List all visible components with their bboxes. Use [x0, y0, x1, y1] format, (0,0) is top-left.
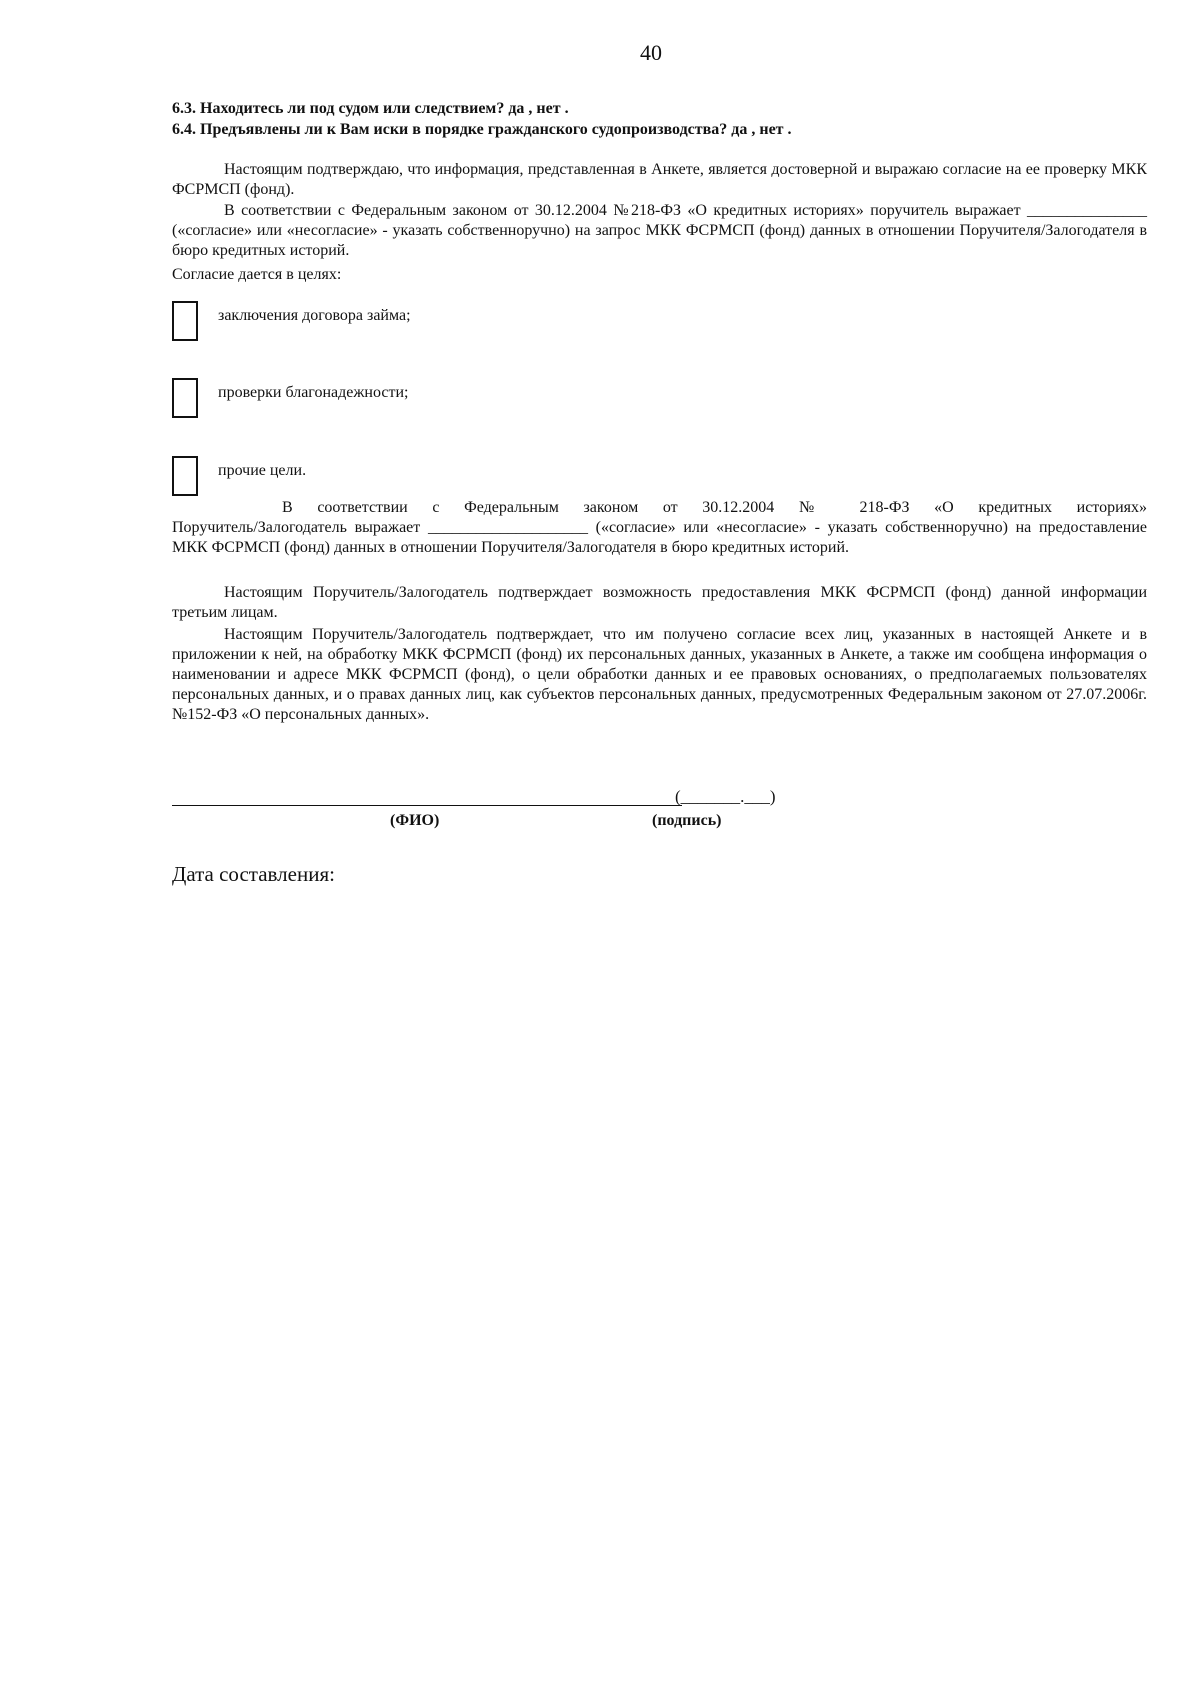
checkbox-other[interactable] — [172, 456, 198, 496]
consent-purposes-heading: Согласие дается в целях: — [172, 266, 342, 283]
date-of-compilation-label: Дата составления: — [172, 862, 335, 886]
checkbox-reliability-check[interactable] — [172, 378, 198, 418]
checkbox-label: проверки благонадежности; — [218, 384, 409, 401]
fio-signature-line[interactable] — [172, 805, 682, 806]
personal-data-consent-paragraph: Настоящим Поручитель/Залогодатель подтверждает, что им получено согласие всех лиц, указанных в настоящей Анкете и в приложении к ней, на обработку МКК ФСРМСП (фонд) их персональных данных, указанных в Анкете, а также им сообщена информация о наименовании и адресе МКК ФСРМСП (фонд), о цели обработки данных и ее правовых основаниях, о предполагаемых пользователях персональных данных, и о правах данных лиц, как субъектов персональных данных, предусмотренных Федеральным законом от 27.07.2006г. №152-ФЗ «О персональных данных». — [172, 626, 1147, 723]
purpose-reliability-check[interactable] — [172, 378, 408, 418]
credit-history-consent-paragraph: В соответствии с Федеральным законом от 30.12.2004 №218-ФЗ «О кредитных историях» поручитель выражает _______________ («согласие» или «несогласие» - указать собственноручно) на запрос МКК ФСРМСП (фонд) данных в отношении Поручителя/Залогодателя в бюро кредитных историй. — [172, 202, 1147, 259]
paragraph-lead: В соответствии с Федеральным законом от 30.12.2004 № 218-ФЗ «О кредитных историях» — [282, 499, 1147, 516]
page-number: 40 — [640, 40, 662, 65]
purpose-other[interactable] — [172, 456, 306, 496]
question-6-3: 6.3. Находитесь ли под судом или следствием? да , нет . — [172, 100, 569, 117]
signature-field[interactable]: (_______.___) — [675, 787, 776, 806]
purpose-loan-agreement[interactable] — [172, 301, 411, 341]
checkbox-loan-agreement[interactable] — [172, 301, 198, 341]
credit-bureau-consent-paragraph — [172, 498, 1147, 558]
confirmation-paragraph: Настоящим подтверждаю, что информация, представленная в Анкете, является достоверной и выражаю согласие на ее проверку МКК ФСРМСП (фонд). — [172, 161, 1147, 198]
question-6-4: 6.4. Предъявлены ли к Вам иски в порядке гражданского судопроизводства? да , нет . — [172, 121, 792, 138]
signature-caption: (подпись) — [652, 812, 722, 829]
third-party-disclosure-paragraph: Настоящим Поручитель/Залогодатель подтверждает возможность предоставления МКК ФСРМСП (фонд) данной информации третьим лицам. — [172, 584, 1147, 621]
checkbox-label: заключения договора займа; — [218, 307, 411, 324]
checkbox-label: прочие цели. — [218, 462, 307, 479]
fio-caption: (ФИО) — [390, 812, 440, 829]
paragraph-rest: Поручитель/Залогодатель выражает ____________________ («согласие» или «несогласие» - указать собственноручно) на предоставление МКК ФСРМСП (фонд) данных в отношении Поручителя/Залогодателя в бюро кредитных историй. — [172, 519, 1147, 556]
